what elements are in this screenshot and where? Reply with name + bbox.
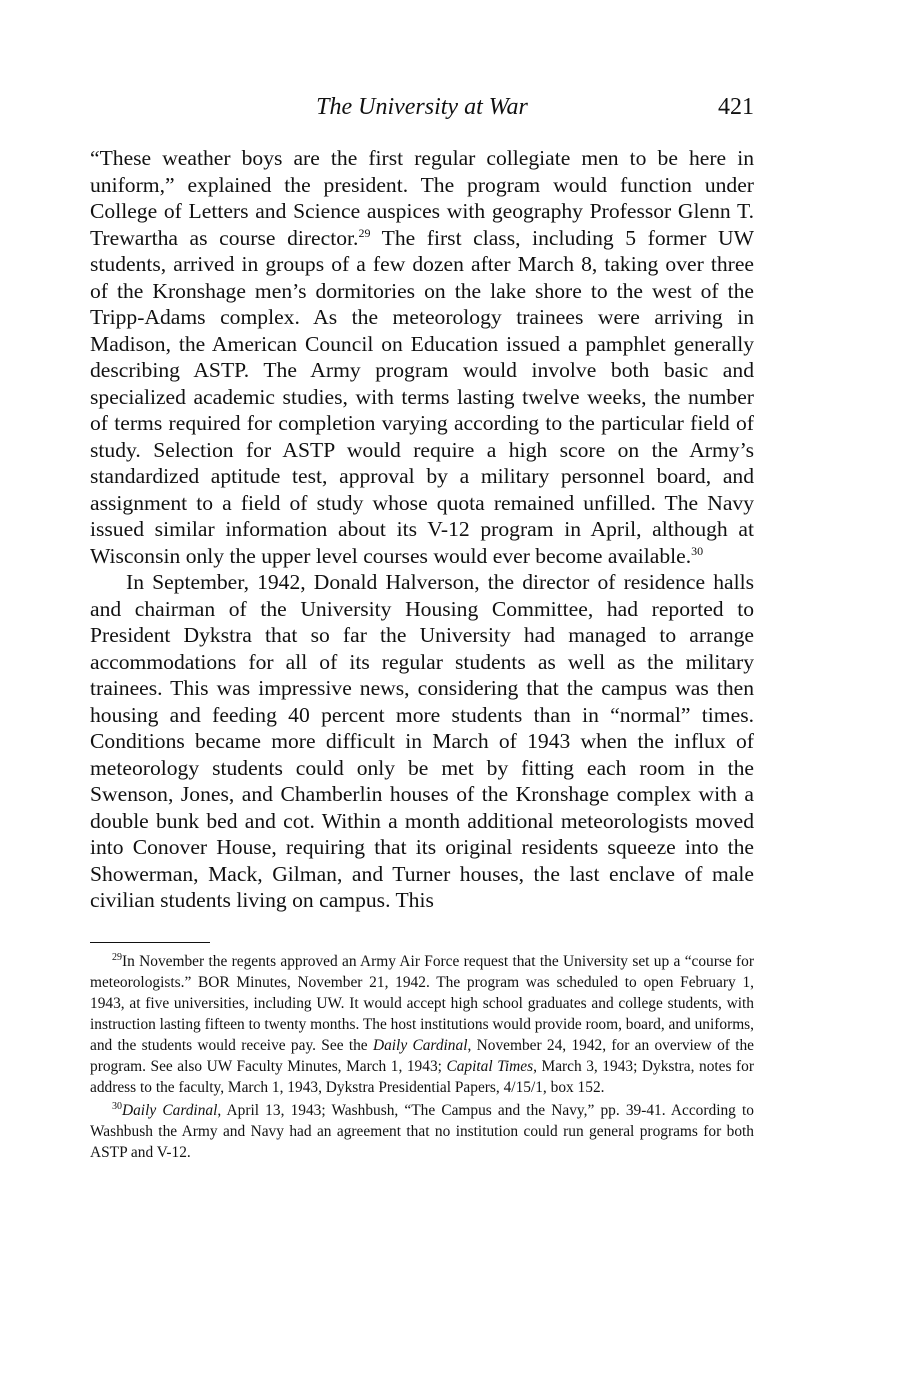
footnote-ref-29[interactable]: 29 bbox=[358, 225, 371, 240]
footnote-29-part-3: , March 3, 1943; Dykstra, notes for address to the faculty, March 1, 1943, Dykstra Presidential Papers, 4/15/1, box 152. bbox=[90, 1057, 754, 1096]
footnote-30-part-1: , April 13, 1943; Washbush, “The Campus and the Navy,” pp. 39-41. According to Washbush the Army and Navy had an agreement that no institution could run general programs for both ASTP and V-12. bbox=[90, 1101, 754, 1161]
footnote-29 bbox=[90, 951, 754, 1098]
footnote-29-part-2: , November 24, 1942, for an overview of the program. See also UW Faculty Minutes, March 1, 1943; bbox=[90, 1036, 754, 1075]
running-title bbox=[90, 94, 754, 121]
page-number: 421 bbox=[718, 94, 754, 120]
footnote-29-part-1: In November the regents approved an Army Air Force request that the University set up a “course for meteorologists.” BOR Minutes, November 21, 1942. The program was scheduled to open February 1, 1943, at five universities, including UW. It would accept high school graduates and college students, with instruction lasting fifteen to twenty months. The host institutions would provide room, board, and uniforms, and the students would receive pay. See the bbox=[90, 952, 755, 1054]
running-title-text: The University at War bbox=[316, 94, 528, 120]
footnote-30-source-1: Daily Cardinal bbox=[122, 1101, 218, 1119]
paragraph-1-part-1: “These weather boys are the first regular collegiate men to be here in uniform,” explained the president. The program would function under College of Letters and Science auspices with geography Professor Glenn T. Trewartha as course director. bbox=[90, 146, 754, 250]
paragraph-2: In September, 1942, Donald Halverson, the director of residence halls and chairman of the University Housing Committee, had reported to President Dykstra that so far the University had managed to arrange accommodations for all of its regular students as well as the military trainees. This was impressive news, considering that the campus was then housing and feeding 40 percent more students than in “normal” times. Conditions became more difficult in March of 1943 when the influx of meteorology students could only be met by fitting each room in the Swenson, Jones, and Chamberlin houses of the Kronshage complex with a double bunk bed and cot. Within a month additional meteorologists moved into Conover House, requiring that its original residents squeeze into the Showerman, Mack, Gilman, and Turner houses, the last enclave of male civilian students living on campus. This bbox=[90, 570, 754, 912]
footnotes bbox=[90, 951, 754, 1163]
running-header bbox=[90, 88, 754, 128]
body-text bbox=[90, 145, 754, 914]
footnote-29-source-2: Capital Times bbox=[446, 1057, 534, 1075]
footnote-30 bbox=[90, 1100, 754, 1163]
book-page bbox=[90, 88, 754, 1163]
footnote-ref-30[interactable]: 30 bbox=[691, 543, 704, 558]
footnote-30-mark: 30 bbox=[112, 1100, 122, 1112]
paragraph-1-part-2: The first class, including 5 former UW students, arrived in groups of a few dozen after March 8, taking over three of the Kronshage men’s dormitories on the lake shore to the west of the Tripp-Adams complex. As the meteorology trainees were arriving in Madison, the American Council on Education issued a pamphlet generally describing ASTP. The Army program would involve both basic and specialized academic studies, with terms lasting twelve weeks, the number of terms required for completion varying according to the particular field of study. Selection for ASTP would require a high score on the Army’s standardized aptitude test, approval by a military personnel board, and assignment to a field of study whose quota remained unfilled. The Navy issued similar information about its V-12 program in April, although at Wisconsin only the upper level courses would ever become available. bbox=[90, 225, 755, 568]
paragraph-1 bbox=[90, 145, 754, 569]
footnote-divider bbox=[90, 942, 210, 943]
footnote-29-mark: 29 bbox=[112, 951, 122, 963]
footnote-29-source-1: Daily Cardinal bbox=[372, 1036, 468, 1054]
